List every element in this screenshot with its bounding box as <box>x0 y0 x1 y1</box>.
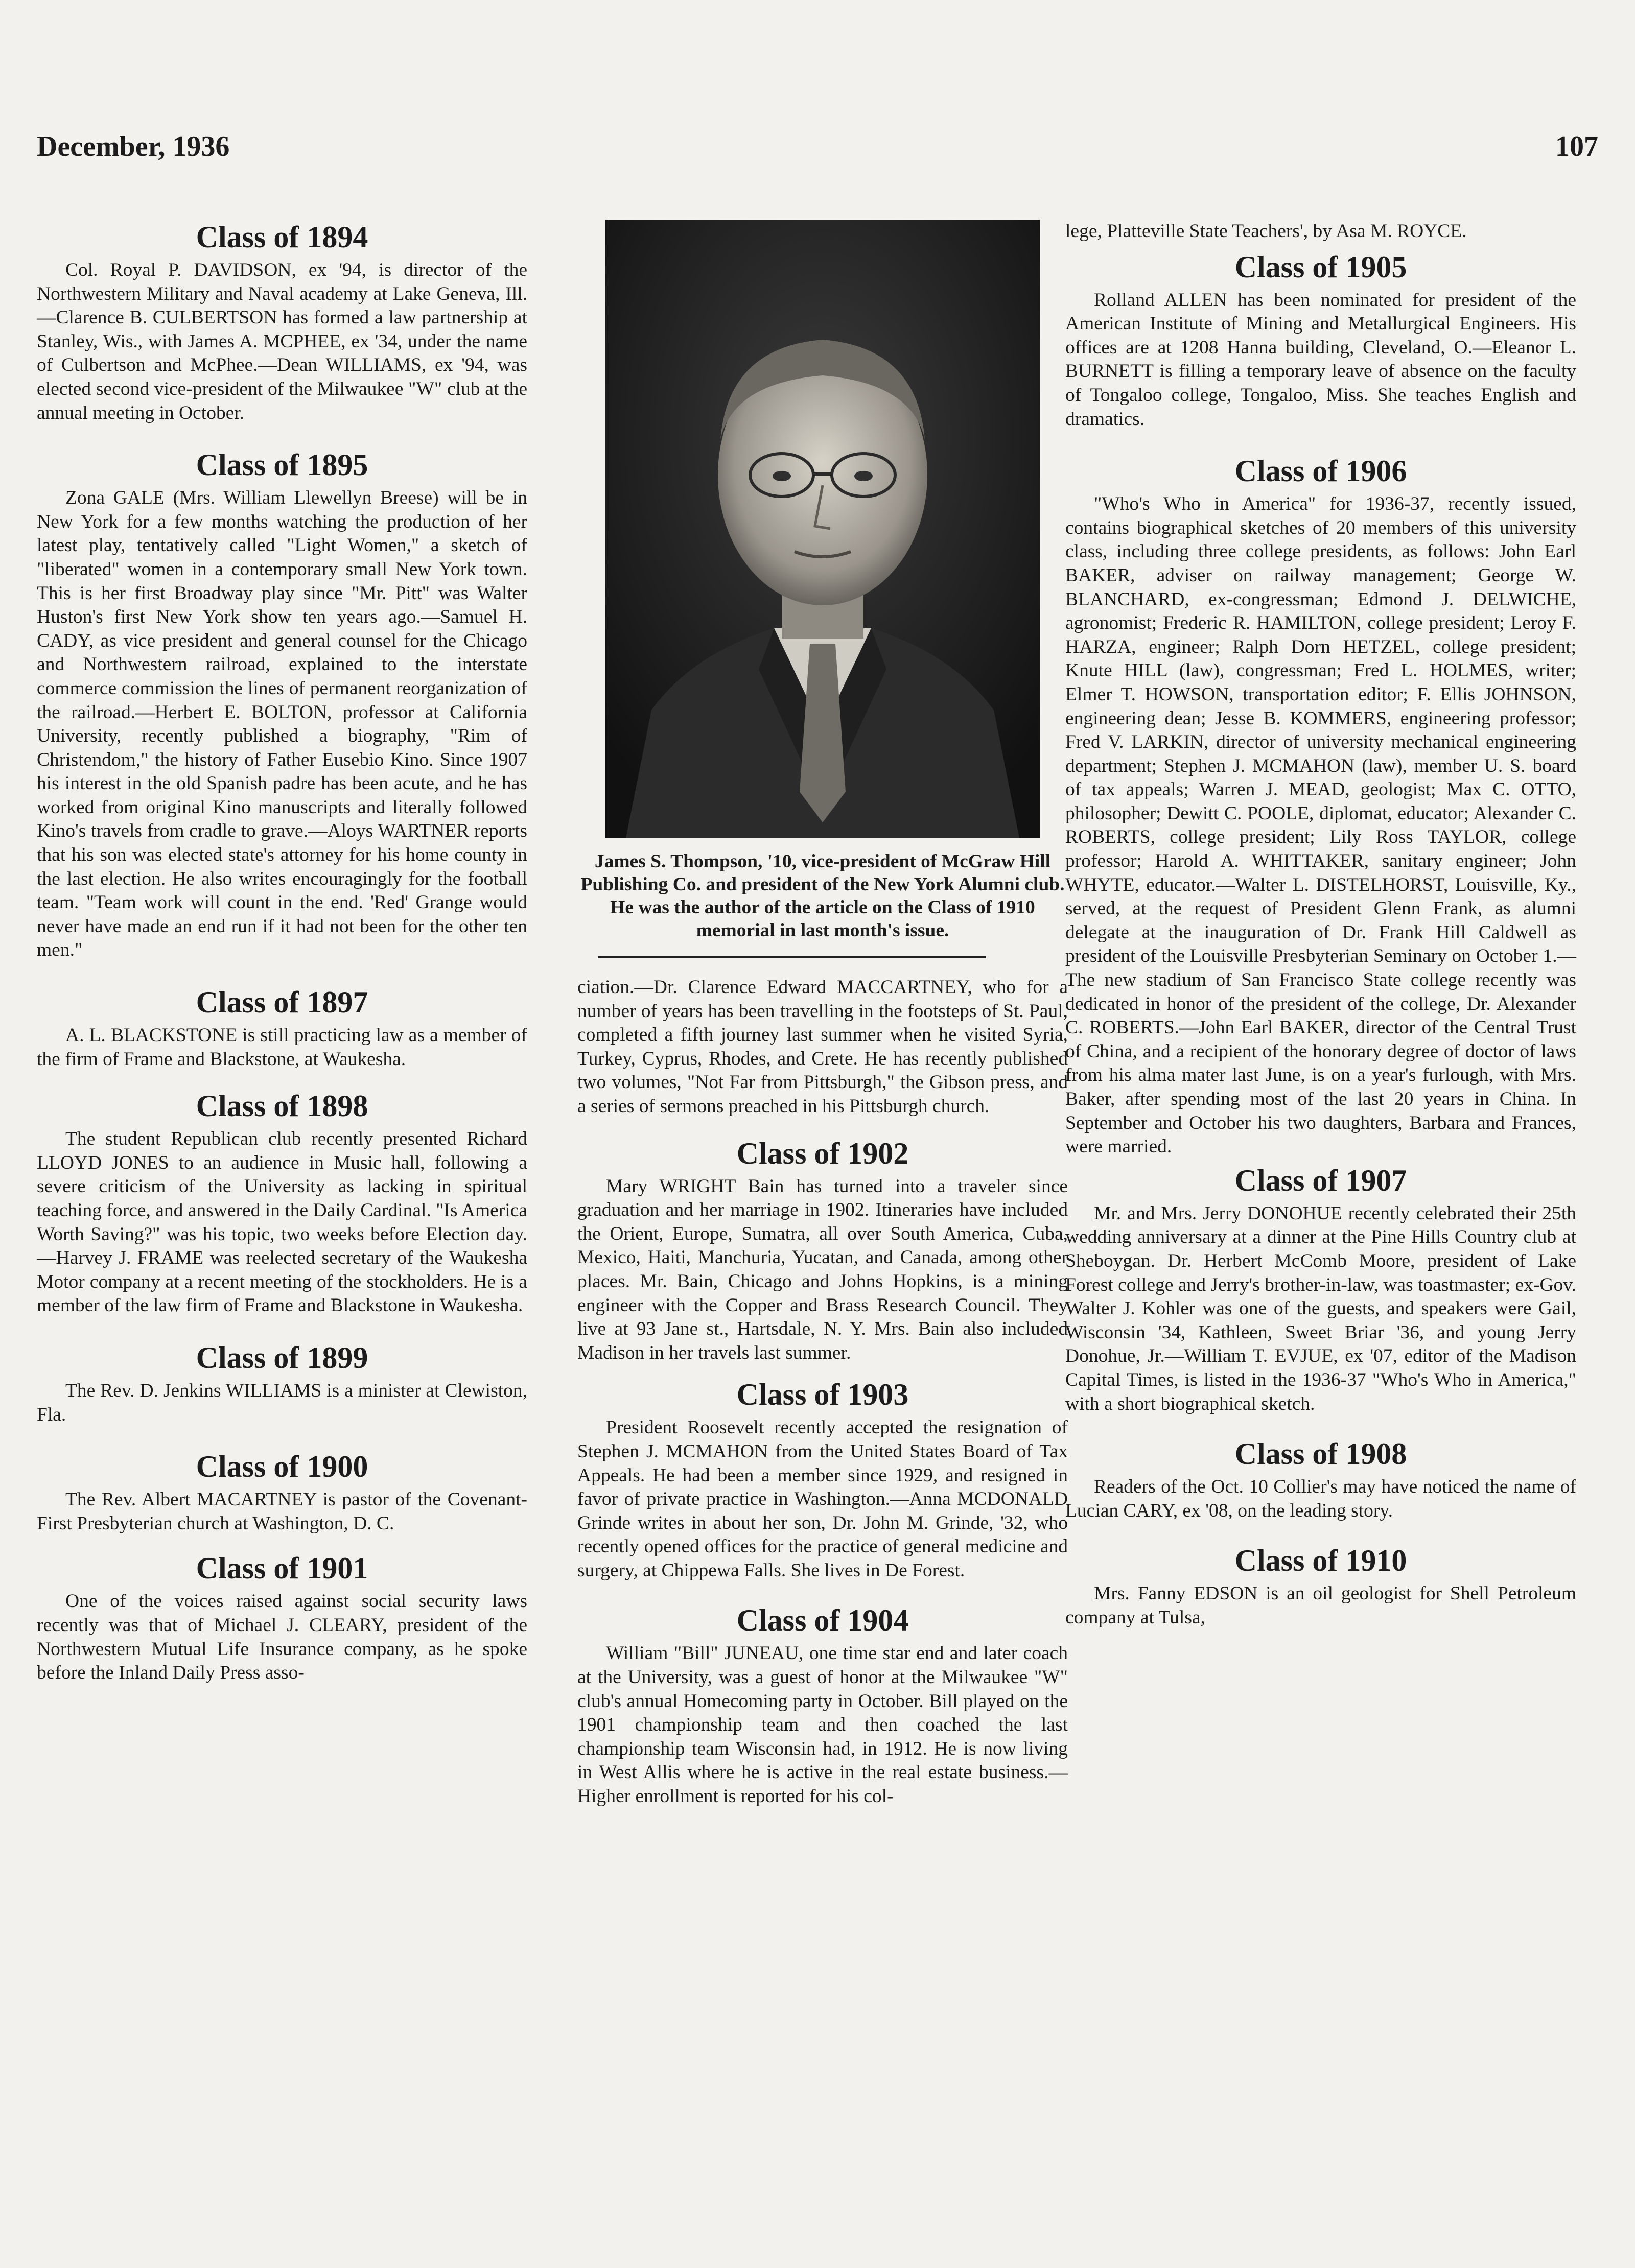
caption-divider <box>598 956 986 958</box>
portrait-illustration <box>605 220 1040 838</box>
class-heading-1904: Class of 1904 <box>736 1603 909 1638</box>
class-notes-1902: Mary WRIGHT Bain has turned into a traveler since graduation and her marriage in 1902. Itineraries have included the Orient, Europe, Sumatra, all over South America, Cuba, Mexico, Haiti, Manchuria, Yucatan, and Canada, among other places. Mr. Bain, Chicago and Johns Hopkins, is a mining engineer with the Copper and Brass Research Council. They live at 93 Jane st., Hartsdale, N. Y. Mrs. Bain also included Madison in her travels last summer. <box>577 1175 1068 1363</box>
class-heading-1899: Class of 1899 <box>196 1340 368 1375</box>
column-right <box>1065 220 1576 1630</box>
class-heading-1901: Class of 1901 <box>196 1551 368 1586</box>
class-notes-1901: One of the voices raised against social security laws recently was that of Michael J. CLEARY, president of the Northwestern Mutual Life Insurance company, as he spoke before the Inland Daily Press asso- <box>37 1591 527 1684</box>
running-head <box>37 130 1598 166</box>
class-notes-1904-continued: lege, Platteville State Teachers', by Asa M. ROYCE. <box>1065 221 1467 242</box>
class-heading-1898: Class of 1898 <box>196 1089 368 1123</box>
class-notes-1901-continued: ciation.—Dr. Clarence Edward MACCARTNEY, who for a number of years has been travelling in the footsteps of St. Paul, completed a fifth journey last summer when he visited Syria, Turkey, Cyprus, Rhodes, and Crete. He has recently published two volumes, "Not Far from Pittsburgh," the Gibson press, and a series of sermons preached in his Pittsburgh church. <box>577 977 1068 1117</box>
class-heading-1908: Class of 1908 <box>1234 1437 1407 1471</box>
class-notes-1894: Col. Royal P. DAVIDSON, ex '94, is director of the Northwestern Military and Naval academy at Lake Geneva, Ill.—Clarence B. CULBERTSON has formed a law partnership at Stanley, Wis., with James A. MCPHEE, ex '34, under the name of Culbertson and McPhee.—Dean WILLIAMS, ex '94, was elected second vice-president of the Milwaukee "W" club at the annual meeting in October. <box>37 259 527 423</box>
class-notes-1903: President Roosevelt recently accepted the resignation of Stephen J. MCMAHON from the United States Board of Tax Appeals. He had been a member since 1929, and resigned in favor of private practice in Washington.—Anna MCDONALD Grinde writes in about her son, Dr. John M. Grinde, '32, who recently opened offices for the practice of general medicine and surgery, at Chippewa Falls. She lives in De Forest. <box>577 1417 1068 1581</box>
class-notes-1895: Zona GALE (Mrs. William Llewellyn Breese) will be in New York for a few months watching the production of her latest play, tentatively called "Light Women," a sketch of "liberated" women in a contemporary small New York town. This is her first Broadway play since "Mr. Pitt" was Walter Huston's first New York show ten years ago.—Samuel H. CADY, as vice president and general counsel for the Chicago and Northwestern railroad, explained to the interstate commerce commission the lines of permanent reorganization of the railroad.—Herbert E. BOLTON, professor at California University, recently published a biography, "Rim of Christendom," the history of Father Eusebio Kino. Since 1907 his interest in the old Spanish padre has been acute, and he has worked from original Kino manuscripts and literally followed Kino's travels from cradle to grave.—Aloys WARTNER reports that his son was elected state's attorney for his home county in the last election. He also writes encouragingly for the football team. "Team work will count in the end. 'Red' Grange would never have made an end run if it had not been for the other ten men." <box>37 487 527 961</box>
class-notes-1907: Mr. and Mrs. Jerry DONOHUE recently celebrated their 25th wedding anniversary at a dinner at the Pine Hills Country club at Sheboygan. Dr. Herbert McComb Moore, president of Lake Forest college and Jerry's brother-in-law, was toastmaster; ex-Gov. Walter J. Kohler was one of the guests, and speakers were Gail, Wisconsin '34, Kathleen, Sweet Briar '36, and young Jerry Donohue, Jr.—William T. EVJUE, ex '07, editor of the Madison Capital Times, is listed in the 1936-37 "Who's Who in America," with a short biographical sketch. <box>1065 1202 1576 1414</box>
class-heading-1910: Class of 1910 <box>1234 1544 1407 1578</box>
page-number: 107 <box>1555 131 1598 162</box>
class-heading-1905: Class of 1905 <box>1234 250 1407 284</box>
class-notes-1904: William "Bill" JUNEAU, one time star end and later coach at the University, was a guest of honor at the Milwaukee "W" club's annual Homecoming party in October. Bill played on the 1901 championship team and then coached the last championship team Wisconsin had, in 1912. He is now living in West Allis where he is active in the real estate business.—Higher enrollment is reported for his col- <box>577 1643 1068 1807</box>
class-notes-1899: The Rev. D. Jenkins WILLIAMS is a minister at Clewiston, Fla. <box>37 1380 527 1425</box>
issue-date: December, 1936 <box>37 131 230 162</box>
class-heading-1907: Class of 1907 <box>1234 1163 1407 1197</box>
class-heading-1897: Class of 1897 <box>196 985 368 1020</box>
class-notes-1910: Mrs. Fanny EDSON is an oil geologist for Shell Petroleum company at Tulsa, <box>1065 1583 1576 1628</box>
class-notes-1906: "Who's Who in America" for 1936-37, recently issued, contains biographical sketches of 20 members of this university class, including three college presidents, as follows: John Earl BAKER, adviser on railway management; George W. BLANCHARD, ex-congressman; Edmond J. DELWICHE, agronomist; Frederic R. HAMILTON, college president; Leroy F. HARZA, engineer; Ralph Dorn HETZEL, college president; Knute HILL (law), congressman; Fred L. HOLMES, writer; Elmer T. HOWSON, transportation editor; F. Ellis JOHNSON, engineering dean; Jesse B. KOMMERS, engineering professor; Fred V. LARKIN, director of university mechanical engineering department; Stephen J. MCMAHON (law), member U. S. board of tax appeals; Warren J. MEAD, geologist; Max C. OTTO, philosopher; Dewitt C. POOLE, diplomat, educator; Alexander C. ROBERTS, college president; Lily Ross TAYLOR, college professor; Harold A. WHITTAKER, sanitary engineer; John WHYTE, educator.—Walter L. DISTELHORST, Louisville, Ky., served, at the request of President Glenn Frank, as alumni delegate at the inauguration of Dr. Frank Hill Caldwell as president of the Louisville Presbyterian Seminary on October 1.—The new stadium of San Francisco State college recently was dedicated in honor of the president of the college, Dr. Alexander C. ROBERTS.—John Earl BAKER, director of the Central Trust of China, and a recipient of the honorary degree of doctor of laws from his alma mater last June, is on a year's furlough, with Mrs. Baker, after spending most of the last 20 years in China. In September and October his two daughters, Barbara and Frances, were married. <box>1065 493 1576 1157</box>
class-heading-1903: Class of 1903 <box>736 1378 909 1412</box>
class-heading-1895: Class of 1895 <box>196 448 368 482</box>
column-middle <box>577 220 1068 1809</box>
class-notes-1908: Readers of the Oct. 10 Collier's may have noticed the name of Lucian CARY, ex '08, on the leading story. <box>1065 1476 1576 1521</box>
class-heading-1894: Class of 1894 <box>196 220 368 254</box>
class-heading-1906: Class of 1906 <box>1234 454 1407 488</box>
class-notes-1905: Rolland ALLEN has been nominated for president of the American Institute of Mining and Metallurgical Engineers. His offices are at 1208 Hanna building, Cleveland, O.—Eleanor L. BURNETT is filling a temporary leave of absence on the faculty of Tongaloo college, Tongaloo, Miss. She teaches English and dramatics. <box>1065 289 1576 430</box>
class-notes-1900: The Rev. Albert MACARTNEY is pastor of the Covenant-First Presbyterian church at Washington, D. C. <box>37 1489 527 1534</box>
photo-caption: James S. Thompson, '10, vice-president of McGraw Hill Publishing Co. and president of the New York Alumni club. He was the author of the article on the Class of 1910 memorial in last month's issue. <box>580 851 1065 941</box>
class-notes-1898: The student Republican club recently presented Richard LLOYD JONES to an audience in Music hall, following a severe criticism of the University as lacking in spiritual teaching force, and answered in the Daily Cardinal. "Is America Worth Saving?" was his topic, two weeks before Election day.—Harvey J. FRAME was reelected secretary of the Waukesha Motor company at a recent meeting of the stockholders. He is a member of the law firm of Frame and Blackstone in Waukesha. <box>37 1128 527 1316</box>
class-notes-1897: A. L. BLACKSTONE is still practicing law as a member of the firm of Frame and Blackstone, at Waukesha. <box>37 1025 527 1070</box>
column-left <box>37 220 527 1685</box>
class-heading-1902: Class of 1902 <box>736 1136 909 1170</box>
portrait-photo <box>605 220 1040 838</box>
class-heading-1900: Class of 1900 <box>196 1450 368 1484</box>
